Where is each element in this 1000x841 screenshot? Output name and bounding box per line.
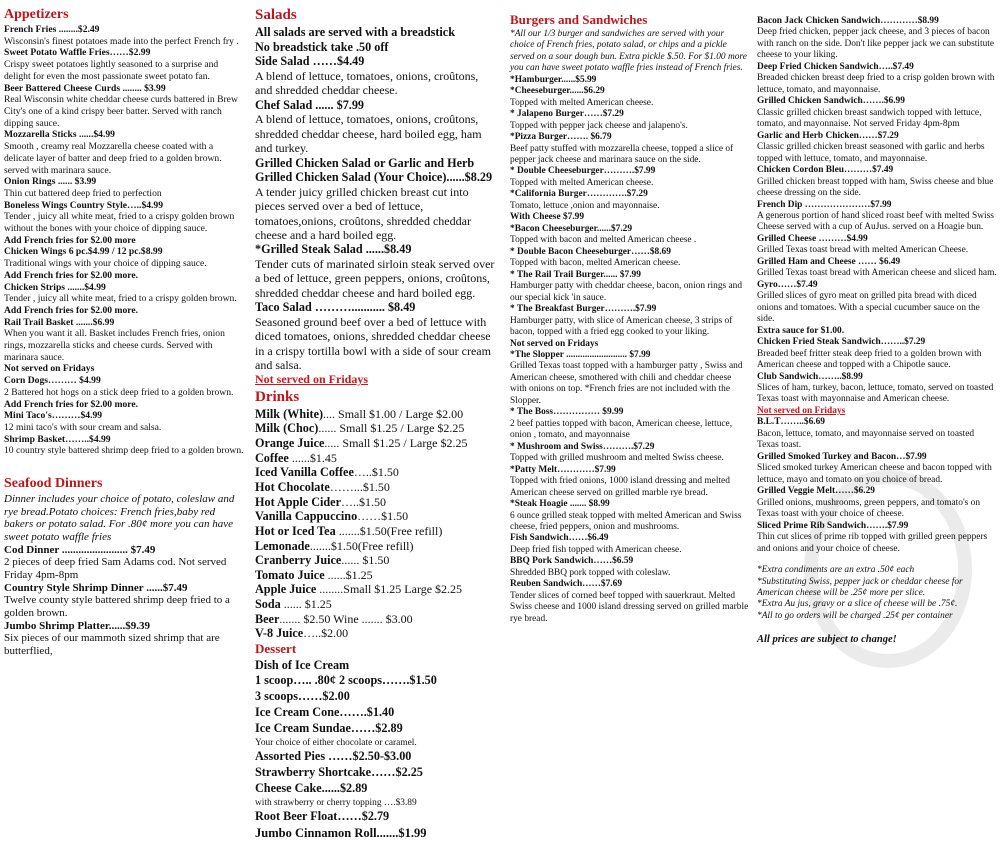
menu-item-description: Topped with bacon and melted American cheese . — [510, 235, 697, 246]
menu-item-description: Tender slices of corned beef topped with sauerkraut. Melted Swiss cheese and 1000 island dressing served on grilled marble rye bread. — [510, 590, 749, 624]
menu-item-name: Chicken Wings 6 pc.$4.99 / 12 pc.$8.99 — [4, 246, 163, 258]
dessert-item: Root Beer Float……$2.79 — [255, 808, 390, 823]
menu-item-name: Grilled Chicken Sandwich…….$6.99 — [757, 96, 905, 107]
menu-item-description: Breaded beef fritter steak deep fried to a golden brown with American cheese and topped with a Chipotle sauce. — [757, 348, 982, 371]
menu-item-description: Topped with bacon, melted American cheese. — [510, 258, 681, 269]
drink-row — [255, 465, 495, 480]
drink-price: ...... $1.50 — [341, 553, 390, 568]
drink-row — [255, 407, 495, 422]
drink-price: ……$1.50 — [357, 509, 409, 524]
menu-item-description: Tender cuts of marinated sirloin steak served over a bed of lettuce, green peppers, onions, croûtons, shredded cheddar cheese and hard boiled egg. — [255, 257, 495, 300]
drink-name: Hot Chocolate — [255, 479, 330, 494]
menu-item-description: Smooth , creamy real Mozzarella cheese coated with a delicate layer of batter and deep fried to a golden brown. served with marinara sauce. — [4, 141, 222, 176]
menu-item-description: Bacon, lettuce, tomato, and mayonnaise served on toasted Texas toast. — [757, 428, 975, 451]
drink-row — [255, 553, 495, 568]
note-line: *Substituting Swiss, pepper jack or cheddar cheese for American cheese will be .25¢ more per slice. — [757, 576, 963, 598]
burgers-column — [510, 12, 750, 625]
menu-item-name: * Mushroom and Swiss……….$7.29 — [510, 441, 655, 452]
seafood-intro: Dinner includes your choice of potato, coleslaw and rye bread.Potato choices: French fries,baby red bakers or potato salad. For .80¢ more you can have sweet potato waffle fries — [4, 493, 235, 544]
menu-item-description: Topped with grilled mushroom and melted Swiss cheese. — [510, 453, 724, 464]
menu-item-name: * The Rail Trail Burger...... $7.99 — [510, 269, 641, 280]
menu-item-name: Add French fries for $2.00 more — [4, 234, 136, 246]
menu-item-description: Grilled chicken breast topped with ham, Swiss cheese and blue cheese dressing on the side. — [757, 176, 994, 199]
menu-item-description: A blend of lettuce, tomatoes, onions, croûtons, and shredded cheddar cheese. — [255, 68, 479, 98]
menu-item-description: A tender juicy grilled chicken breast cut into pieces served over a bed of lettuce, tomatoes,onions, croûtons, shredded cheddar cheese and a hard boiled egg. — [255, 184, 471, 242]
menu-item-name: Garlic and Herb Chicken……$7.29 — [757, 130, 899, 141]
menu-item-description: Thin cut battered deep fried to perfection — [4, 187, 162, 199]
menu-item-extra: Not served on Fridays — [255, 372, 368, 387]
menu-item-name: Grilled Veggie Melt……$6.29 — [757, 486, 875, 497]
price-change-note: All prices are subject to change! — [757, 634, 897, 646]
menu-item-description: Topped with pepper jack cheese and jalapeno's. — [510, 120, 688, 131]
menu-item-name: Grilled Chicken Salad or Garlic and Herb Grilled Chicken Salad (Your Choice)......$8.29 — [255, 155, 493, 185]
drink-name: Cranberry Juice — [255, 553, 342, 568]
drink-price: ..... Small $1.25 / Large $2.25 — [324, 436, 468, 451]
menu-item-description: 6 ounce grilled steak topped with melted American and Swiss cheese, fried peppers, onion and mushrooms. — [510, 510, 742, 533]
appetizers-header: Appetizers — [4, 7, 69, 22]
seafood-header: Seafood Dinners — [4, 476, 103, 492]
menu-item-description: 2 pieces of deep fried Sam Adams cod. Not served Friday 4pm-8pm — [4, 556, 227, 582]
menu-item-name: Taco Salad ………........... $8.49 — [255, 300, 416, 315]
drink-row — [255, 568, 495, 583]
menu-item-description: 2 Battered hot hogs on a stick deep fried to a golden brown. — [4, 386, 234, 398]
menu-item-description: Topped with melted American cheese. — [510, 177, 654, 188]
drink-row — [255, 524, 495, 539]
drink-name: Tomato Juice — [255, 567, 325, 582]
dessert-item: with strawberry or cherry topping ….$3.89 — [255, 797, 417, 808]
menu-item-name: Sweet Potato Waffle Fries……$2.99 — [4, 47, 151, 59]
menu-item-name: Boneless Wings Country Style…..$4.99 — [4, 199, 164, 211]
drink-price: ……...$1.50 — [329, 479, 390, 494]
menu-item-extra: Add French fries for $2.00 more. — [4, 398, 139, 410]
menu-item-name: Gyro……$7.49 — [757, 279, 818, 290]
menu-item-description: Crispy sweet potatoes lightly seasoned to a surprise and delight for even the most passionate sweet potato fan. — [4, 59, 219, 82]
drink-name: Iced Vanilla Coffee — [255, 465, 354, 480]
salads-header: Salads — [255, 7, 297, 23]
drink-price: …..$1.50 — [353, 465, 399, 480]
menu-item-name: Mozzarella Sticks ......$4.99 — [4, 129, 115, 141]
menu-item-description: When you want it all. Basket includes French fries, onion rings, mozzarella sticks and cheese curds. Served with marinara sauce. — [4, 328, 225, 363]
drink-name: Lemonade — [255, 538, 310, 553]
menu-item-name: BBQ Pork Sandwich……$6.59 — [510, 556, 634, 567]
menu-item-name: Shrimp Basket……..$4.99 — [4, 433, 111, 445]
menu-item-name: Fish Sandwich……$6.49 — [510, 533, 609, 544]
menu-item-description: Traditional wings with your choice of dipping sauce. — [4, 258, 207, 270]
drink-row — [255, 612, 495, 627]
drink-row — [255, 480, 495, 495]
menu-item-description: Hamburger patty, with slice of American cheese, 3 strips of bacon, topped with a fried egg cooked to your liking. — [510, 315, 733, 338]
menu-item-name: *Bacon Cheeseburger......$7.29 — [510, 223, 633, 234]
menu-item-name: * Jalapeno Burger……$7.29 — [510, 109, 624, 120]
drink-name: V-8 Juice — [255, 626, 304, 641]
menu-item-description: Beef patty stuffed with mozzarella cheese, topped a slice of pepper jack cheese and marinara sauce on the side. — [510, 143, 734, 166]
menu-item-name: *Patty Melt…………$7.99 — [510, 464, 616, 475]
menu-item-name: With Cheese $7.99 — [510, 212, 585, 223]
menu-item-name: * Double Bacon Cheeseburger……$8.69 — [510, 246, 671, 257]
drink-price: ......$1.45 — [288, 450, 337, 465]
drink-name: Apple Juice — [255, 582, 317, 597]
drink-price: .... Small $1.00 / Large $2.00 — [323, 406, 464, 421]
burgers-header: Burgers and Sandwiches — [510, 12, 648, 27]
menu-item-description: Grilled onions, mushrooms, green peppers, and tomato's on Texas toast with your choice of cheese. — [757, 497, 981, 520]
dessert-list — [255, 658, 495, 841]
dessert-item: Ice Cream Sundae……$2.89 — [255, 721, 403, 736]
salads-column — [255, 6, 495, 841]
menu-item-description: 12 mini taco's with sour cream and salsa. — [4, 421, 162, 433]
menu-item-name: Side Salad ……$4.49 — [255, 54, 365, 69]
menu-item-name: Mini Taco's………$4.99 — [4, 410, 103, 422]
dessert-item: Jumbo Cinnamon Roll.......$1.99 — [255, 825, 427, 840]
drink-name: Milk (White) — [255, 406, 324, 421]
menu-item-name: * Double Cheeseburger……….$7.99 — [510, 166, 656, 177]
menu-item-description: Deep fried chicken, pepper jack cheese, and 3 pieces of bacon with ranch on the side. Don't like pepper jack we can substitute cheese to your liking. — [757, 27, 995, 61]
drink-row — [255, 626, 495, 641]
seafood-list — [4, 544, 244, 658]
menu-item-description: 10 country style battered shrimp deep fried to a golden brown. — [4, 445, 244, 457]
menu-item-description: Grilled Texas toast topped with a hamburger patty , Swiss and American cheese, smothered with chili and cheddar cheese with onions on top. *French fries are not included with the Slopper. — [510, 361, 743, 406]
menu-item-name: French Dip …………………$7.99 — [757, 199, 892, 210]
appetizers-column — [4, 6, 244, 658]
menu-item-name: *Steak Hoagie ....... $8.99 — [510, 499, 610, 510]
drink-row — [255, 539, 495, 554]
dessert-item: Assorted Pies ……$2.50-$3.00 — [255, 749, 412, 764]
drink-price: …..$2.00 — [303, 626, 349, 641]
menu-item-name: Club Sandwich……..$8.99 — [757, 371, 863, 382]
dessert-header: Dessert — [255, 641, 297, 657]
dessert-item: Your choice of either chocolate or caramel. — [255, 737, 417, 748]
burgers-list — [510, 75, 750, 626]
drink-name: Beer — [255, 611, 280, 626]
dessert-item: Strawberry Shortcake……$2.25 — [255, 764, 423, 779]
menu-item-name: *Pizza Burger……. $6.79 — [510, 132, 612, 143]
menu-item-name: Bacon Jack Chicken Sandwich…………$8.99 — [757, 16, 939, 26]
drink-row — [255, 421, 495, 436]
menu-item-description: Thin cut slices of prime rib topped with grilled green peppers and onions and your choice of cheese. — [757, 532, 988, 554]
menu-item-description: Real Wisconsin white cheddar cheese curds battered in Brew City's one of a kind crispy beer batter. Served with ranch dipping sauce. — [4, 94, 238, 129]
sandwiches-list — [757, 16, 997, 555]
menu-item-description: Hamburger patty with cheddar cheese, bacon, onion rings and our special kick 'in sauce. — [510, 281, 743, 303]
menu-item-name: Corn Dogs……… $4.99 — [4, 375, 101, 387]
note-line: *Extra condiments are an extra .50¢ each — [757, 565, 915, 576]
menu-item-description: Tomato, lettuce ,onion and mayonnaise. — [510, 200, 660, 211]
menu-item-description: Six pieces of our mammoth sized shrimp that are butterflied, — [4, 632, 220, 657]
salads-intro2: No breadstick take .50 off — [255, 39, 389, 54]
menu-item-name: *Cheeseburger......$6.29 — [510, 86, 605, 97]
drink-price: ...... $1.25 — [280, 597, 332, 612]
salads-intro1: All salads are served with a breadstick — [255, 25, 455, 39]
menu-item-name: Deep Fried Chicken Sandwich…..$7.49 — [757, 61, 914, 72]
drink-price: .......$1.50(Free refill) — [309, 538, 414, 553]
appetizers-list — [4, 24, 244, 457]
menu-item-description: Classic grilled chicken breast seasoned with garlic and herbs topped with lettuce, tomato, and mayonnaise. — [757, 142, 985, 164]
menu-item-note: Not served on Fridays — [757, 405, 846, 416]
drink-name: Milk (Choc) — [255, 421, 319, 436]
notes-list — [757, 565, 997, 622]
drink-price: .......$1.50(Free refill) — [335, 523, 443, 538]
menu-item-description: Seasoned ground beef over a bed of lettuce with diced tomatoes, onions, shredded cheddar cheese in a crispy tortilla bowl with a side of sour cream and salsa. — [255, 314, 491, 372]
drink-price: ......$1.25 — [324, 567, 373, 582]
menu-item-name: Country Style Shrimp Dinner ......$7.49 — [4, 581, 188, 594]
menu-item-name: Chicken Strips .......$4.99 — [4, 281, 106, 293]
menu-item-name: Rail Trail Basket .......$6.99 — [4, 316, 115, 328]
menu-item-extra: Add French fries for $2.00 more. — [4, 304, 139, 316]
sandwiches-column — [757, 16, 997, 647]
drinks-list — [255, 407, 495, 641]
menu-item-name: B.L.T……..$6.69 — [757, 417, 825, 428]
menu-item-description: Classic grilled chicken breast sandwich topped with lettuce, tomato, and mayonnaise. Not served Friday 4pm-8pm — [757, 107, 982, 130]
menu-item-name: * The Breakfast Burger……….$7.99 — [510, 304, 657, 315]
drink-name: Orange Juice — [255, 436, 325, 451]
note-line: *All to go orders will be charged .25¢ per container — [757, 610, 953, 621]
menu-item-description: Grilled Texas toast bread with melted American Cheese. — [757, 245, 969, 256]
salads-list — [255, 54, 495, 386]
menu-item-description: Sliced smoked turkey American cheese and bacon topped with lettuce, mayo and tomato on you choice of bread. — [757, 463, 992, 485]
drink-price: ........Small $1.25 Large $2.25 — [316, 582, 463, 597]
menu-item-name: Grilled Ham and Cheese …… $6.49 — [757, 256, 901, 267]
drink-price: ...... Small $1.25 / Large $2.25 — [318, 421, 465, 436]
menu-item-name: Cod Dinner ........................ $7.49 — [4, 543, 156, 556]
menu-item-name: Chef Salad ...... $7.99 — [255, 97, 365, 112]
menu-item-name: *Hamburger......$5.99 — [510, 74, 597, 85]
menu-item-name: Grilled Cheese ………$4.99 — [757, 233, 868, 244]
menu-item-name: Jumbo Shrimp Platter......$9.39 — [4, 619, 150, 632]
menu-item-name: Grilled Smoked Turkey and Bacon…$7.99 — [757, 451, 927, 462]
menu-item-description: Tender , juicy all white meat, fried to a crispy golden brown. — [4, 293, 237, 305]
menu-item-name: *The Slopper .......................... $7.99 — [510, 349, 651, 360]
dessert-item: Cheese Cake......$2.89 — [255, 780, 368, 795]
menu-item-description: Tender , juicy all white meat, fried to a crispy golden brown without the bones with your choice of dipping sauce. — [4, 211, 235, 235]
menu-item-name: Sliced Prime Rib Sandwich…….$7.99 — [757, 520, 909, 531]
menu-item-description: A generous portion of hand sliced roast beef with melted Swiss Cheese served with a cup of AuJus. served on a Hoagie bun. — [757, 210, 994, 233]
menu-item-description: Shredded BBQ pork topped with coleslaw. — [510, 567, 671, 578]
menu-item-extra: Add French fries for $2.00 more. — [4, 269, 139, 281]
menu-item-description: Topped with melted American cheese. — [510, 97, 654, 108]
menu-item-description: Twelve county style battered shrimp deep fried to a golden brown. — [4, 594, 230, 619]
dessert-item: 3 scoops……$2.00 — [255, 689, 350, 704]
note-line: *Extra Au jus, gravy or a slice of cheese will be .75¢. — [757, 599, 958, 610]
menu-item-extra: Extra sauce for $1.00. — [757, 325, 845, 336]
drink-price: …..$1.50 — [341, 494, 386, 509]
menu-item-description: Breaded chicken breast deep fried to a crisp golden brown with lettuce, tomato, and mayonnaise. — [757, 73, 995, 95]
menu-item-name: * The Boss…………… $9.99 — [510, 407, 624, 418]
menu-item-description: Wisconsin's finest potatoes made into the perfect French fry . — [4, 35, 239, 47]
drink-name: Hot Apple Cider — [255, 494, 341, 509]
menu-item-name: Reuben Sandwich……$7.69 — [510, 579, 623, 590]
menu-item-name: Onion Rings ...... $3.99 — [4, 176, 97, 188]
menu-item-description: Grilled Texas toast bread with American cheese and sliced ham. — [757, 268, 997, 279]
drink-row — [255, 597, 495, 612]
menu-item-description: Topped with fried onions, 1000 island dressing and melted American cheese served on grilled marble rye bread. — [510, 476, 730, 498]
menu-item-name: Chicken Cordon Bleu………$7.49 — [757, 165, 894, 176]
menu-item-extra: Not served on Fridays — [4, 363, 95, 375]
drinks-header: Drinks — [255, 388, 300, 405]
menu-item-name: Beer Battered Cheese Curds ........ $3.99 — [4, 82, 166, 94]
menu-item-description: Slices of ham, turkey, bacon, lettuce, tomato, served on toasted Texas toast with mayonnaise and American cheese. — [757, 383, 994, 405]
dessert-item: 1 scoop….. .80¢ 2 scoops…….$1.50 — [255, 673, 437, 688]
drink-row — [255, 436, 495, 451]
menu-item-name: French Fries ........$2.49 — [4, 24, 100, 36]
menu-item-description: 2 beef patties topped with bacon, American cheese, lettuce, onion , tomato, and mayonnaise — [510, 418, 733, 441]
menu-item-description: Grilled slices of gyro meat on grilled pita bread with diced onions and tomatoes. With a special cucumber sauce on the side. — [757, 291, 980, 325]
drink-name: Vanilla Cappuccino — [255, 509, 358, 524]
menu-item-name: *California Burger………….$7.29 — [510, 189, 648, 200]
menu-item-name: Not served on Fridays — [510, 338, 599, 349]
drink-row — [255, 495, 495, 510]
menu-item-description: Deep fried fish topped with American cheese. — [510, 544, 682, 555]
dessert-item: Ice Cream Cone…….$1.40 — [255, 705, 395, 720]
drink-row — [255, 451, 495, 466]
drink-name: Soda — [255, 597, 281, 612]
drink-name: Coffee — [255, 450, 289, 465]
drink-price: ....... $2.50 Wine ....... $3.00 — [279, 611, 413, 626]
drink-row — [255, 582, 495, 597]
burgers-intro: *All our 1/3 burger and sandwiches are served with your choice of French fries, potato salad, or chips and a pickle served on a sour dough bun. Extra pickle $.50. For $1.00 more you can have sweet potato waffle fries instead of French fries. — [510, 28, 747, 74]
menu-item-description: A blend of lettuce, tomatoes, onions, croûtons, shredded cheddar cheese, hard boiled egg, ham and turkey. — [255, 112, 482, 156]
menu-item-name: Chicken Fried Steak Sandwich……..$7.29 — [757, 337, 926, 348]
menu-item-name: *Grilled Steak Salad ......$8.49 — [255, 242, 412, 257]
drink-row — [255, 509, 495, 524]
drink-name: Hot or Iced Tea — [255, 523, 336, 538]
dessert-item: Dish of Ice Cream — [255, 657, 350, 672]
